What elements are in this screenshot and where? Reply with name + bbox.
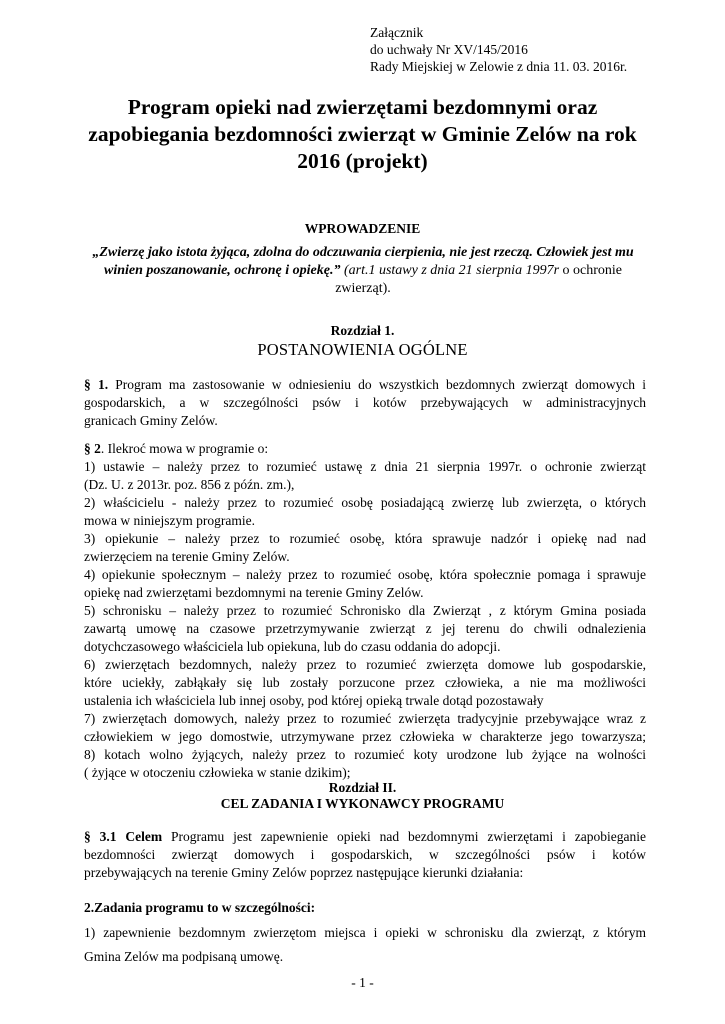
chapter-2-title: CEL ZADANIA I WYKONAWCY PROGRAMU bbox=[220, 796, 505, 811]
tasks-list-continued bbox=[84, 948, 646, 966]
quote-text: „Zwierzę jako istota żyjąca, zdolna do odczuwania cierpienia, nie jest rzeczą. Człowiek jest mu bbox=[92, 245, 634, 260]
intro-quote bbox=[78, 244, 648, 298]
paragraph-label: § 3.1 Celem bbox=[84, 829, 163, 844]
document-title bbox=[60, 94, 665, 175]
definition-line: 4) opiekunie społecznym – należy przez to rozumieć osobę, która społecznie pomaga i sprawuje bbox=[84, 567, 646, 582]
task-line: Gmina Zelów ma podpisaną umowę. bbox=[84, 949, 284, 964]
definition-line: 7) zwierzętach domowych, należy przez to rozumieć zwierzęta tradycyjnie przebywające wraz z bbox=[84, 711, 646, 726]
definition-line: ( żyjące w otoczeniu człowieka w stanie dzikim); bbox=[84, 765, 351, 780]
paragraph-2 bbox=[84, 440, 646, 782]
page-number: - 1 - bbox=[351, 975, 374, 990]
definition-line: które uciekły, zabłąkały się lub zostały porzucone przez człowieka, a nie ma możliwości bbox=[84, 675, 646, 690]
definition-line: 8) kotach wolno żyjących, należy przez to rozumieć koty urodzone lub żyjące na wolności bbox=[84, 747, 646, 762]
quote-reference-plain: o ochronie bbox=[559, 263, 623, 278]
paragraph-text: gospodarskich, a w szczególności psów i kotów przebywających w administracyjnych bbox=[84, 395, 646, 410]
annex-line: Rady Miejskiej w Zelowie z dnia 11. 03. 2016r. bbox=[370, 59, 628, 74]
tasks-list bbox=[84, 924, 646, 942]
title-line: Program opieki nad zwierzętami bezdomnymi oraz bbox=[127, 95, 598, 119]
tasks-section bbox=[84, 899, 646, 917]
paragraph-label: § 2 bbox=[84, 441, 101, 456]
paragraph-text: granicach Gminy Zelów. bbox=[84, 413, 218, 428]
definition-line: 3) opiekunie – należy przez to rozumieć osobę, która sprawuje nadzór i opiekę nad nad bbox=[84, 531, 646, 546]
definition-line: 5) schronisku – należy przez to rozumieć Schronisko dla Zwierząt , z którym Gmina posiada bbox=[84, 603, 646, 618]
paragraph-3 bbox=[84, 828, 646, 882]
chapter-2-number: Rozdział II. bbox=[328, 780, 397, 795]
title-line: 2016 (projekt) bbox=[297, 149, 428, 173]
paragraph-text: Programu jest zapewnienie opieki nad bezdomnymi zwierzętami i zapobieganie bbox=[162, 829, 646, 844]
task-line: 1) zapewnienie bezdomnym zwierzętom miejsca i opieki w schronisku dla zwierząt, z którym bbox=[84, 925, 646, 940]
annex-line: do uchwały Nr XV/145/2016 bbox=[370, 42, 528, 57]
definition-line: 6) zwierzętach bezdomnych, należy przez to rozumieć zwierzęta domowe lub gospodarskie, bbox=[84, 657, 646, 672]
chapter-1-number: Rozdział 1. bbox=[330, 323, 395, 338]
definition-line: zawartą umowę na czasowe przetrzymywanie zwierząt z jej terenu do chwili odnalezienia bbox=[84, 621, 646, 636]
paragraph-label: § 1. bbox=[84, 377, 109, 392]
tasks-heading: 2.Zadania programu to w szczególności: bbox=[84, 900, 316, 915]
paragraph-text: . Ilekroć mowa w programie o: bbox=[100, 441, 269, 456]
chapter-1-title: POSTANOWIENIA OGÓLNE bbox=[257, 340, 468, 359]
quote-reference: (art.1 ustawy z dnia 21 sierpnia 1997r bbox=[340, 263, 560, 278]
paragraph-text: przebywających na terenie Gminy Zelów poprzez następujące kierunki działania: bbox=[84, 865, 524, 880]
definition-line: człowiekiem w jego domostwie, utrzymywane przez człowieka w charakterze jego towarzysza; bbox=[84, 729, 646, 744]
definition-line: ustalenia ich właściciela lub innej osoby, pod której opieką trwale dotąd pozostawały bbox=[84, 693, 544, 708]
quote-reference-end: zwierząt). bbox=[335, 281, 391, 296]
title-line: zapobiegania bezdomności zwierząt w Gminie Zelów na rok bbox=[88, 122, 637, 146]
paragraph-text: Program ma zastosowanie w odniesieniu do wszystkich bezdomnych zwierząt domowych i bbox=[108, 377, 646, 392]
definition-line: (Dz. U. z 2013r. poz. 856 z późn. zm.), bbox=[84, 477, 295, 492]
definition-line: mowa w niniejszym programie. bbox=[84, 513, 255, 528]
paragraph-1 bbox=[84, 376, 646, 430]
paragraph-text: bezdomności zwierząt domowych i gospodarskich, w szczególności psów i kotów bbox=[84, 847, 646, 862]
annex-header bbox=[370, 24, 627, 75]
definition-line: 1) ustawie – należy przez to rozumieć ustawę z dnia 21 sierpnia 1997r. o ochronie zwierząt bbox=[84, 459, 646, 474]
annex-line: Załącznik bbox=[370, 25, 424, 40]
definition-line: zwierzęciem na terenie Gminy Zelów. bbox=[84, 549, 290, 564]
quote-text: winien poszanowanie, ochronę i opiekę.” bbox=[103, 263, 341, 278]
definition-line: opiekę nad zwierzętami bezdomnymi na terenie Gminy Zelów. bbox=[84, 585, 424, 600]
definition-line: dotychczasowego właściciela lub opiekuna, lub do czasu oddania do adopcji. bbox=[84, 639, 501, 654]
definition-line: 2) właścicielu - należy przez to rozumieć osobę posiadającą zwierzę lub zwierzęta, o których bbox=[84, 495, 646, 510]
intro-heading: WPROWADZENIE bbox=[304, 221, 421, 236]
